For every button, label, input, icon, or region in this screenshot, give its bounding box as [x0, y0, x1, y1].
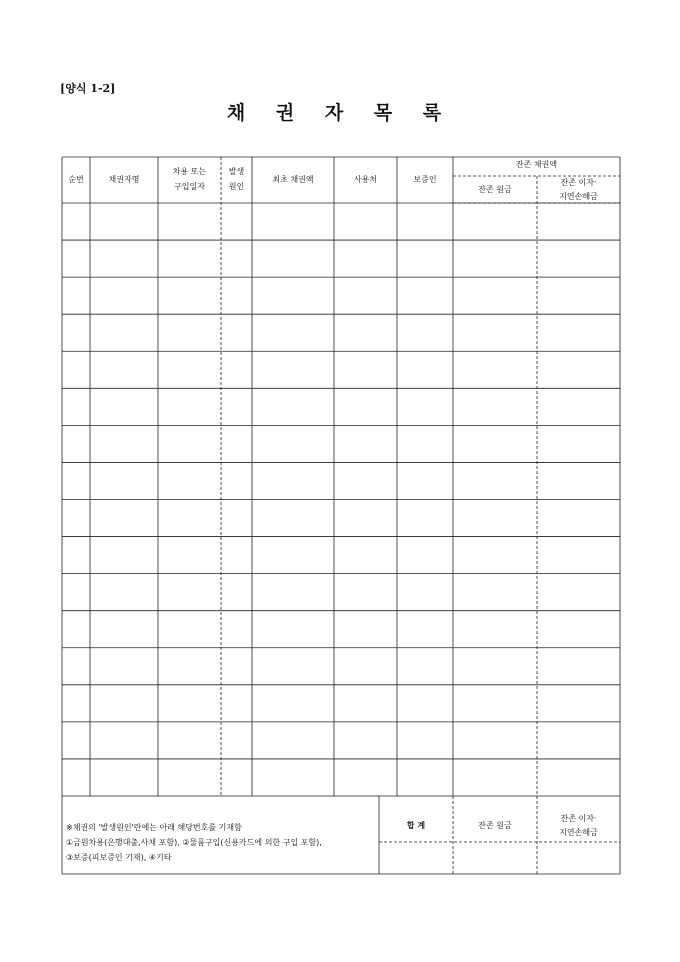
header-borrow-date-line1: 차용 또는	[172, 167, 207, 176]
header-borrow-date-line2: 구입일자	[174, 182, 205, 191]
document-title: 채 권 자 목 록	[226, 102, 454, 124]
header-cause-line2: 원인	[228, 182, 245, 191]
header-remaining-interest-line2: 지연손해금	[559, 192, 598, 201]
header-creditor-name: 채권자명	[108, 175, 140, 184]
total-remaining-principal: 잔존 원금	[478, 821, 512, 830]
header-cause-line1: 발생	[228, 167, 245, 176]
header-guarantor: 보증인	[413, 175, 437, 184]
total-label: 합 계	[406, 821, 426, 830]
form-label: [양식 1-2]	[60, 82, 116, 95]
header-seq: 순번	[68, 175, 84, 184]
header-remaining-group: 잔존 채권액	[515, 160, 558, 169]
header-purpose: 사용처	[353, 175, 378, 184]
total-remaining-interest-line1: 잔존 이자·	[560, 814, 597, 823]
note-line-1: ※채권의 '발생원인'란에는 아래 해당번호를 기재함	[66, 823, 242, 832]
cause-code-note	[66, 820, 322, 865]
note-line-2: ①금원차용(은행대출,사채 포함), ②물품구입(신용카드에 의한 구입 포함),	[66, 838, 322, 847]
header-remaining-principal: 잔존 원금	[478, 185, 512, 194]
header-initial-amount: 최초 채권액	[272, 175, 314, 184]
note-line-3: ③보증(피보증인 기재), ④기타	[66, 853, 172, 862]
header-remaining-interest-line1: 잔존 이자·	[560, 178, 597, 187]
total-remaining-interest-line2: 지연손해금	[559, 828, 598, 837]
